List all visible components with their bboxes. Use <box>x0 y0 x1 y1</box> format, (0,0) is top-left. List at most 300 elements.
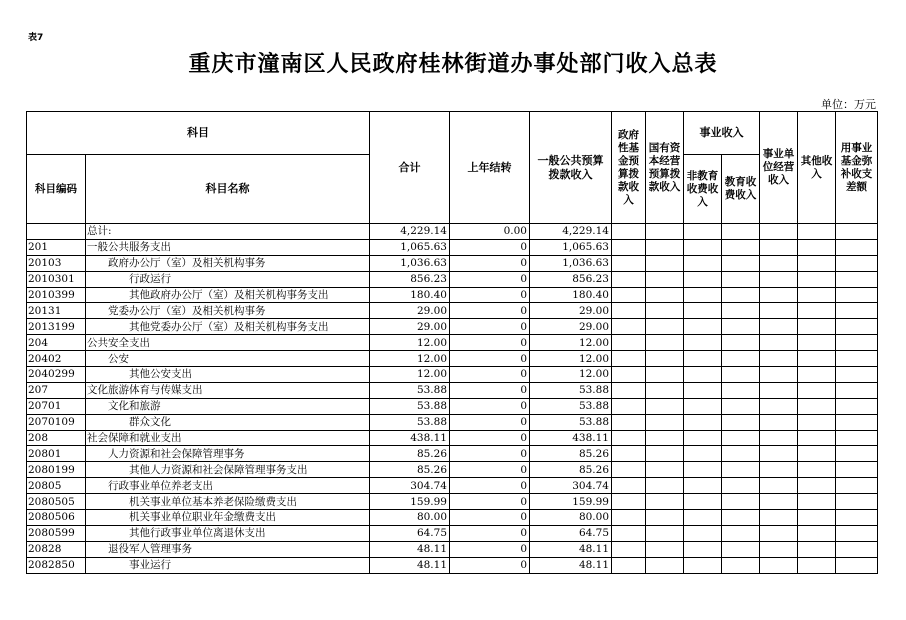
row-subsidy <box>836 351 878 367</box>
row-gov-fund <box>612 239 646 255</box>
row-code: 20828 <box>27 541 86 557</box>
row-business-unit <box>760 541 798 557</box>
row-edu <box>722 255 760 271</box>
row-business-unit <box>760 287 798 303</box>
row-other <box>798 303 836 319</box>
row-business-unit <box>760 367 798 383</box>
row-general-budget: 85.26 <box>530 462 612 478</box>
row-edu <box>722 367 760 383</box>
row-subsidy <box>836 398 878 414</box>
row-total: 12.00 <box>370 351 450 367</box>
row-other <box>798 255 836 271</box>
row-other <box>798 557 836 573</box>
row-name: 政府办公厅（室）及相关机构事务 <box>86 255 370 271</box>
row-name: 社会保障和就业支出 <box>86 430 370 446</box>
row-general-budget: 4,229.14 <box>530 224 612 240</box>
row-gov-fund <box>612 462 646 478</box>
row-total: 4,229.14 <box>370 224 450 240</box>
row-carryover: 0 <box>450 494 530 510</box>
row-non-edu <box>684 525 722 541</box>
row-gov-fund <box>612 335 646 351</box>
row-gov-fund <box>612 541 646 557</box>
row-edu <box>722 398 760 414</box>
row-business-unit <box>760 224 798 240</box>
row-carryover: 0 <box>450 478 530 494</box>
row-edu <box>722 478 760 494</box>
row-general-budget: 159.99 <box>530 494 612 510</box>
row-code: 208 <box>27 430 86 446</box>
row-edu <box>722 414 760 430</box>
table-body <box>27 224 878 574</box>
row-carryover: 0.00 <box>450 224 530 240</box>
row-edu <box>722 446 760 462</box>
unit-label: 单位：万元 <box>821 98 876 111</box>
row-carryover: 0 <box>450 303 530 319</box>
row-other <box>798 335 836 351</box>
row-code: 204 <box>27 335 86 351</box>
row-code: 201 <box>27 239 86 255</box>
row-non-edu <box>684 335 722 351</box>
row-business-unit <box>760 382 798 398</box>
row-subsidy <box>836 557 878 573</box>
table-row <box>27 271 878 287</box>
row-gov-fund <box>612 255 646 271</box>
row-code: 2080506 <box>27 510 86 526</box>
table-row <box>27 510 878 526</box>
table-row <box>27 462 878 478</box>
row-gov-fund <box>612 398 646 414</box>
header-subsidy: 用事业基金弥补收支差额 <box>836 112 878 224</box>
row-gov-fund <box>612 446 646 462</box>
row-business-unit <box>760 557 798 573</box>
row-non-edu <box>684 446 722 462</box>
row-total: 48.11 <box>370 557 450 573</box>
header-non-edu: 非教育收费收入 <box>684 155 722 224</box>
row-subsidy <box>836 367 878 383</box>
row-code: 2010301 <box>27 271 86 287</box>
row-carryover: 0 <box>450 510 530 526</box>
row-business-unit <box>760 525 798 541</box>
row-total: 53.88 <box>370 382 450 398</box>
row-edu <box>722 430 760 446</box>
row-code: 2080199 <box>27 462 86 478</box>
row-general-budget: 12.00 <box>530 351 612 367</box>
row-general-budget: 53.88 <box>530 414 612 430</box>
header-code: 科目编码 <box>27 155 86 224</box>
row-non-edu <box>684 367 722 383</box>
row-name: 文化旅游体育与传媒支出 <box>86 382 370 398</box>
row-general-budget: 1,036.63 <box>530 255 612 271</box>
row-code: 2080505 <box>27 494 86 510</box>
row-name: 公共安全支出 <box>86 335 370 351</box>
row-code: 2013199 <box>27 319 86 335</box>
table-row <box>27 478 878 494</box>
row-total: 180.40 <box>370 287 450 303</box>
row-carryover: 0 <box>450 398 530 414</box>
row-name: 机关事业单位职业年金缴费支出 <box>86 510 370 526</box>
row-gov-fund <box>612 367 646 383</box>
row-code: 20131 <box>27 303 86 319</box>
row-other <box>798 414 836 430</box>
row-subsidy <box>836 446 878 462</box>
row-general-budget: 29.00 <box>530 319 612 335</box>
row-gov-fund <box>612 510 646 526</box>
row-general-budget: 1,065.63 <box>530 239 612 255</box>
row-general-budget: 53.88 <box>530 382 612 398</box>
table-row <box>27 525 878 541</box>
row-business-unit <box>760 446 798 462</box>
row-non-edu <box>684 478 722 494</box>
row-total: 12.00 <box>370 335 450 351</box>
row-other <box>798 271 836 287</box>
row-code: 2040299 <box>27 367 86 383</box>
row-total: 1,065.63 <box>370 239 450 255</box>
header-subject: 科目 <box>27 112 370 155</box>
row-name: 行政事业单位养老支出 <box>86 478 370 494</box>
row-subsidy <box>836 271 878 287</box>
header-business-unit: 事业单位经营收入 <box>760 112 798 224</box>
row-general-budget: 180.40 <box>530 287 612 303</box>
row-name: 其他行政事业单位离退休支出 <box>86 525 370 541</box>
row-name: 一般公共服务支出 <box>86 239 370 255</box>
row-other <box>798 224 836 240</box>
header-name: 科目名称 <box>86 155 370 224</box>
row-subsidy <box>836 382 878 398</box>
row-state-capital <box>646 557 684 573</box>
row-other <box>798 446 836 462</box>
row-other <box>798 494 836 510</box>
row-name: 群众文化 <box>86 414 370 430</box>
row-non-edu <box>684 319 722 335</box>
row-carryover: 0 <box>450 557 530 573</box>
row-gov-fund <box>612 414 646 430</box>
row-state-capital <box>646 224 684 240</box>
table-row <box>27 319 878 335</box>
row-total: 48.11 <box>370 541 450 557</box>
table-row <box>27 224 878 240</box>
row-business-unit <box>760 271 798 287</box>
row-business-unit <box>760 319 798 335</box>
row-state-capital <box>646 446 684 462</box>
row-subsidy <box>836 414 878 430</box>
table-row <box>27 494 878 510</box>
row-subsidy <box>836 255 878 271</box>
row-subsidy <box>836 224 878 240</box>
row-non-edu <box>684 287 722 303</box>
row-name: 其他党委办公厅（室）及相关机构事务支出 <box>86 319 370 335</box>
row-name: 其他政府办公厅（室）及相关机构事务支出 <box>86 287 370 303</box>
row-state-capital <box>646 510 684 526</box>
row-general-budget: 85.26 <box>530 446 612 462</box>
row-name: 党委办公厅（室）及相关机构事务 <box>86 303 370 319</box>
row-subsidy <box>836 303 878 319</box>
row-business-unit <box>760 462 798 478</box>
row-total: 856.23 <box>370 271 450 287</box>
table-row <box>27 239 878 255</box>
row-non-edu <box>684 224 722 240</box>
table-row <box>27 541 878 557</box>
header-edu: 教育收费收入 <box>722 155 760 224</box>
row-general-budget: 48.11 <box>530 541 612 557</box>
row-other <box>798 382 836 398</box>
row-business-unit <box>760 255 798 271</box>
row-carryover: 0 <box>450 541 530 557</box>
row-total: 53.88 <box>370 414 450 430</box>
row-other <box>798 287 836 303</box>
row-business-unit <box>760 414 798 430</box>
row-total: 29.00 <box>370 303 450 319</box>
row-total: 1,036.63 <box>370 255 450 271</box>
row-business-unit <box>760 351 798 367</box>
row-name: 机关事业单位基本养老保险缴费支出 <box>86 494 370 510</box>
row-name: 退役军人管理事务 <box>86 541 370 557</box>
row-business-unit <box>760 398 798 414</box>
row-subsidy <box>836 430 878 446</box>
header-state-capital: 国有资本经营预算拨款收入 <box>646 112 684 224</box>
row-carryover: 0 <box>450 430 530 446</box>
row-non-edu <box>684 557 722 573</box>
row-gov-fund <box>612 271 646 287</box>
row-carryover: 0 <box>450 462 530 478</box>
row-edu <box>722 494 760 510</box>
row-subsidy <box>836 335 878 351</box>
row-total: 304.74 <box>370 478 450 494</box>
row-code: 20402 <box>27 351 86 367</box>
row-carryover: 0 <box>450 367 530 383</box>
table-row <box>27 557 878 573</box>
row-code: 20801 <box>27 446 86 462</box>
row-state-capital <box>646 255 684 271</box>
row-total: 438.11 <box>370 430 450 446</box>
table-tag: 表7 <box>28 33 44 43</box>
row-code: 2080599 <box>27 525 86 541</box>
row-name: 文化和旅游 <box>86 398 370 414</box>
row-code: 20701 <box>27 398 86 414</box>
table-row <box>27 446 878 462</box>
row-carryover: 0 <box>450 351 530 367</box>
row-other <box>798 398 836 414</box>
row-name: 其他人力资源和社会保障管理事务支出 <box>86 462 370 478</box>
row-state-capital <box>646 525 684 541</box>
row-subsidy <box>836 478 878 494</box>
row-carryover: 0 <box>450 319 530 335</box>
row-edu <box>722 287 760 303</box>
row-carryover: 0 <box>450 525 530 541</box>
row-general-budget: 12.00 <box>530 335 612 351</box>
row-other <box>798 319 836 335</box>
row-edu <box>722 351 760 367</box>
row-total: 85.26 <box>370 462 450 478</box>
row-total: 80.00 <box>370 510 450 526</box>
row-state-capital <box>646 335 684 351</box>
row-non-edu <box>684 414 722 430</box>
table-row <box>27 351 878 367</box>
row-non-edu <box>684 430 722 446</box>
row-subsidy <box>836 239 878 255</box>
row-other <box>798 367 836 383</box>
row-gov-fund <box>612 351 646 367</box>
row-gov-fund <box>612 494 646 510</box>
row-total: 29.00 <box>370 319 450 335</box>
row-business-unit <box>760 430 798 446</box>
row-state-capital <box>646 271 684 287</box>
row-total: 85.26 <box>370 446 450 462</box>
row-general-budget: 29.00 <box>530 303 612 319</box>
row-carryover: 0 <box>450 414 530 430</box>
row-name: 行政运行 <box>86 271 370 287</box>
row-subsidy <box>836 494 878 510</box>
row-other <box>798 478 836 494</box>
row-total: 159.99 <box>370 494 450 510</box>
row-non-edu <box>684 255 722 271</box>
row-name: 事业运行 <box>86 557 370 573</box>
row-state-capital <box>646 398 684 414</box>
row-edu <box>722 271 760 287</box>
row-non-edu <box>684 398 722 414</box>
row-business-unit <box>760 478 798 494</box>
row-non-edu <box>684 239 722 255</box>
row-carryover: 0 <box>450 255 530 271</box>
table-row <box>27 398 878 414</box>
row-state-capital <box>646 239 684 255</box>
table-row <box>27 287 878 303</box>
row-state-capital <box>646 367 684 383</box>
table-row <box>27 303 878 319</box>
row-subsidy <box>836 541 878 557</box>
row-business-unit <box>760 303 798 319</box>
row-carryover: 0 <box>450 446 530 462</box>
row-business-unit <box>760 510 798 526</box>
row-code: 2082850 <box>27 557 86 573</box>
row-carryover: 0 <box>450 287 530 303</box>
row-carryover: 0 <box>450 335 530 351</box>
row-gov-fund <box>612 303 646 319</box>
row-edu <box>722 462 760 478</box>
row-non-edu <box>684 510 722 526</box>
row-non-edu <box>684 494 722 510</box>
header-carryover: 上年结转 <box>450 112 530 224</box>
row-general-budget: 64.75 <box>530 525 612 541</box>
row-carryover: 0 <box>450 239 530 255</box>
row-gov-fund <box>612 525 646 541</box>
page-title: 重庆市潼南区人民政府桂林街道办事处部门收入总表 <box>188 52 718 77</box>
row-gov-fund <box>612 430 646 446</box>
row-carryover: 0 <box>450 382 530 398</box>
table-row <box>27 414 878 430</box>
row-business-unit <box>760 335 798 351</box>
row-edu <box>722 510 760 526</box>
income-table <box>26 111 878 574</box>
row-non-edu <box>684 541 722 557</box>
row-subsidy <box>836 287 878 303</box>
row-other <box>798 462 836 478</box>
header-business-income: 事业收入 <box>684 112 760 155</box>
row-edu <box>722 525 760 541</box>
row-non-edu <box>684 382 722 398</box>
row-state-capital <box>646 287 684 303</box>
row-general-budget: 53.88 <box>530 398 612 414</box>
table-row <box>27 335 878 351</box>
row-state-capital <box>646 462 684 478</box>
row-state-capital <box>646 382 684 398</box>
row-other <box>798 239 836 255</box>
row-edu <box>722 303 760 319</box>
table-row <box>27 430 878 446</box>
row-state-capital <box>646 478 684 494</box>
row-state-capital <box>646 351 684 367</box>
row-general-budget: 80.00 <box>530 510 612 526</box>
row-carryover: 0 <box>450 271 530 287</box>
row-gov-fund <box>612 557 646 573</box>
row-edu <box>722 557 760 573</box>
row-state-capital <box>646 541 684 557</box>
row-non-edu <box>684 351 722 367</box>
row-code: 2010399 <box>27 287 86 303</box>
row-state-capital <box>646 414 684 430</box>
row-edu <box>722 382 760 398</box>
row-general-budget: 856.23 <box>530 271 612 287</box>
row-gov-fund <box>612 382 646 398</box>
row-state-capital <box>646 319 684 335</box>
row-non-edu <box>684 303 722 319</box>
row-edu <box>722 239 760 255</box>
row-non-edu <box>684 271 722 287</box>
row-general-budget: 438.11 <box>530 430 612 446</box>
row-code: 207 <box>27 382 86 398</box>
row-code: 20805 <box>27 478 86 494</box>
table-row <box>27 382 878 398</box>
row-general-budget: 48.11 <box>530 557 612 573</box>
row-business-unit <box>760 494 798 510</box>
row-total: 64.75 <box>370 525 450 541</box>
row-general-budget: 12.00 <box>530 367 612 383</box>
row-other <box>798 351 836 367</box>
row-code: 2070109 <box>27 414 86 430</box>
row-other <box>798 541 836 557</box>
row-state-capital <box>646 430 684 446</box>
row-edu <box>722 224 760 240</box>
row-gov-fund <box>612 478 646 494</box>
table-row <box>27 367 878 383</box>
row-other <box>798 430 836 446</box>
row-state-capital <box>646 494 684 510</box>
header-total: 合计 <box>370 112 450 224</box>
row-subsidy <box>836 462 878 478</box>
row-total: 53.88 <box>370 398 450 414</box>
row-code: 20103 <box>27 255 86 271</box>
row-other <box>798 510 836 526</box>
row-name: 人力资源和社会保障管理事务 <box>86 446 370 462</box>
row-code <box>27 224 86 240</box>
row-gov-fund <box>612 319 646 335</box>
row-subsidy <box>836 319 878 335</box>
header-gov-fund: 政府性基金预算拨款收入 <box>612 112 646 224</box>
row-other <box>798 525 836 541</box>
row-state-capital <box>646 303 684 319</box>
row-gov-fund <box>612 224 646 240</box>
row-gov-fund <box>612 287 646 303</box>
table-row <box>27 255 878 271</box>
row-subsidy <box>836 525 878 541</box>
row-subsidy <box>836 510 878 526</box>
header-general-budget: 一般公共预算拨款收入 <box>530 112 612 224</box>
row-non-edu <box>684 462 722 478</box>
row-name: 其他公安支出 <box>86 367 370 383</box>
row-general-budget: 304.74 <box>530 478 612 494</box>
row-business-unit <box>760 239 798 255</box>
row-edu <box>722 541 760 557</box>
row-total: 12.00 <box>370 367 450 383</box>
